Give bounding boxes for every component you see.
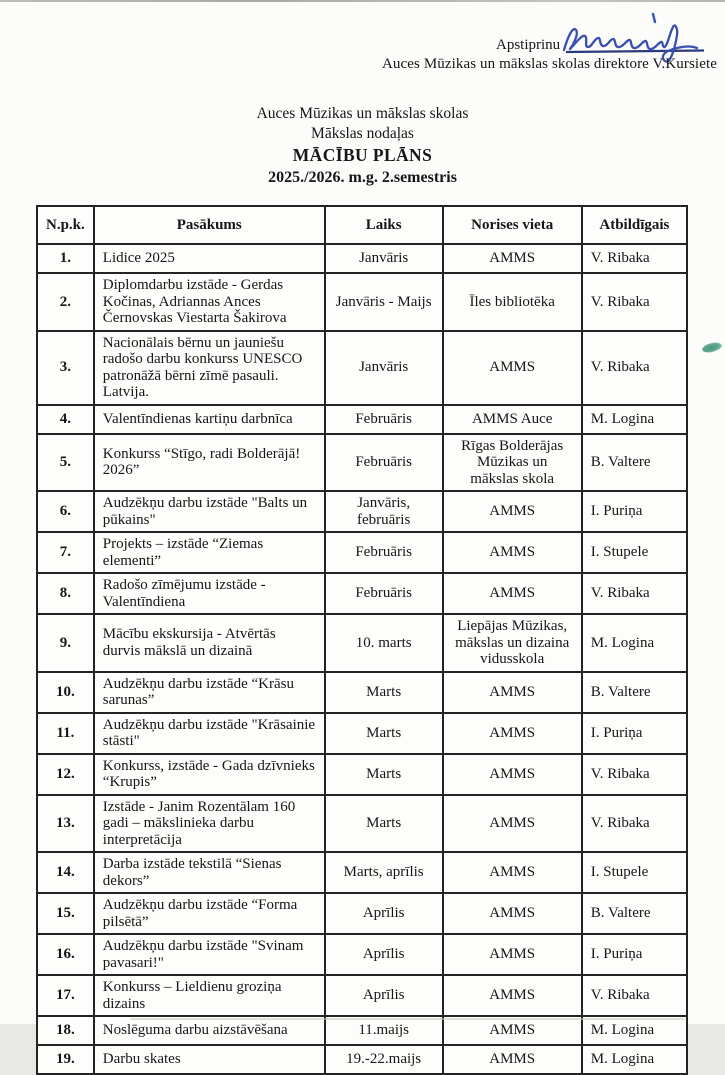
cell-pasakums: Audzēkņu darbu izstāde "Krāsainie stāsti": [94, 713, 325, 754]
cell-npk: 5.: [37, 434, 94, 492]
cell-laiks: Janvāris - Maijs: [325, 273, 443, 331]
cell-npk: 10.: [37, 672, 94, 713]
table-row: [37, 713, 687, 754]
table-row: [37, 434, 687, 492]
table-row: [37, 573, 687, 614]
cell-atbildigais: B. Valtere: [582, 434, 687, 492]
cell-pasakums: Audzēkņu darbu izstāde “Forma pilsētā”: [94, 893, 325, 934]
cell-vieta: AMMS: [443, 852, 582, 893]
table-row: [37, 672, 687, 713]
cell-npk: 3.: [37, 331, 94, 405]
cell-laiks: Februāris: [325, 434, 443, 492]
cell-npk: 18.: [37, 1016, 94, 1045]
cell-atbildigais: V. Ribaka: [582, 754, 687, 795]
cell-atbildigais: V. Ribaka: [582, 573, 687, 614]
cell-npk: 13.: [37, 795, 94, 853]
cell-laiks: Marts: [325, 754, 443, 795]
cell-atbildigais: B. Valtere: [582, 672, 687, 713]
cell-laiks: Aprīlis: [325, 975, 443, 1016]
table-row: [37, 491, 687, 532]
cell-laiks: Aprīlis: [325, 934, 443, 975]
plan-table: [36, 205, 688, 1075]
cell-atbildigais: I. Puriņa: [582, 491, 687, 532]
cell-vieta: Rīgas Bolderājas Mūzikas un mākslas skola: [443, 434, 582, 492]
title-heading: MĀCĪBU PLĀNS: [292, 145, 433, 165]
cell-laiks: Janvāris: [325, 331, 443, 405]
cell-laiks: Aprīlis: [325, 893, 443, 934]
cell-atbildigais: M. Logina: [582, 405, 687, 434]
cell-pasakums: Valentīndienas kartiņu darbnīca: [94, 405, 325, 434]
cell-laiks: Janvāris, februāris: [325, 491, 443, 532]
cell-npk: 2.: [37, 273, 94, 331]
table-row: [37, 331, 687, 405]
cell-atbildigais: I. Stupele: [582, 852, 687, 893]
table-row: [37, 893, 687, 934]
cell-vieta: AMMS Auce: [443, 405, 582, 434]
cell-laiks: 10. marts: [325, 614, 443, 672]
header-npk: N.p.k.: [37, 206, 94, 244]
title-term: 2025./2026. m.g. 2.semestris: [268, 169, 457, 186]
table-row: [37, 852, 687, 893]
cell-pasakums: Darba izstāde tekstilā “Sienas dekors”: [94, 852, 325, 893]
title-department: Mākslas nodaļas: [311, 125, 414, 142]
cell-laiks: Marts: [325, 713, 443, 754]
table-body: [37, 244, 687, 1074]
cell-pasakums: Mācību ekskursija - Atvērtās durvis mākslā un dizainā: [94, 614, 325, 672]
scan-edge-artifact: [0, 0, 725, 2]
cell-laiks: Februāris: [325, 573, 443, 614]
cell-laiks: Marts: [325, 672, 443, 713]
cell-vieta: AMMS: [443, 713, 582, 754]
cell-npk: 15.: [37, 893, 94, 934]
cell-vieta: AMMS: [443, 244, 582, 273]
table-row: [37, 614, 687, 672]
cell-laiks: 11.maijs: [325, 1016, 443, 1045]
title-block: [0, 104, 725, 188]
cell-vieta: AMMS: [443, 893, 582, 934]
header-atbildigais: Atbildīgais: [582, 206, 687, 244]
cell-vieta: AMMS: [443, 934, 582, 975]
cell-pasakums: Konkurss “Stīgo, radi Bolderājā! 2026”: [94, 434, 325, 492]
cell-pasakums: Audzēkņu darbu izstāde "Balts un pūkains": [94, 491, 325, 532]
cell-npk: 11.: [37, 713, 94, 754]
table-row: [37, 273, 687, 331]
cell-pasakums: Audzēkņu darbu izstāde "Svinam pavasari!": [94, 934, 325, 975]
cell-npk: 9.: [37, 614, 94, 672]
cell-vieta: Īles bibliotēka: [443, 273, 582, 331]
cell-vieta: AMMS: [443, 1016, 582, 1045]
cell-atbildigais: M. Logina: [582, 1016, 687, 1045]
cell-pasakums: Nacionālais bērnu un jauniešu radošo darbu konkurss UNESCO patronāžā bērni zīmē pasauli. Latvija.: [94, 331, 325, 405]
cell-pasakums: Darbu skates: [94, 1045, 325, 1074]
cell-npk: 7.: [37, 532, 94, 573]
table-row: [37, 532, 687, 573]
header-laiks: Laiks: [325, 206, 443, 244]
cell-vieta: AMMS: [443, 795, 582, 853]
cell-pasakums: Radošo zīmējumu izstāde - Valentīndiena: [94, 573, 325, 614]
cell-atbildigais: V. Ribaka: [582, 795, 687, 853]
table-row: [37, 244, 687, 273]
cell-pasakums: Konkurss – Lieldienu groziņa dizains: [94, 975, 325, 1016]
cell-npk: 1.: [37, 244, 94, 273]
cell-pasakums: Projekts – izstāde “Ziemas elementi”: [94, 532, 325, 573]
table-row: [37, 405, 687, 434]
cell-vieta: AMMS: [443, 491, 582, 532]
table-row: [37, 934, 687, 975]
table-row: [37, 975, 687, 1016]
cell-pasakums: Audzēkņu darbu izstāde “Krāsu sarunas”: [94, 672, 325, 713]
cell-atbildigais: V. Ribaka: [582, 331, 687, 405]
table-row: [37, 795, 687, 853]
cell-npk: 12.: [37, 754, 94, 795]
cell-pasakums: Lidice 2025: [94, 244, 325, 273]
cell-atbildigais: I. Puriņa: [582, 713, 687, 754]
green-stamp-mark: [701, 341, 723, 355]
cell-npk: 17.: [37, 975, 94, 1016]
cell-pasakums: Izstāde - Janim Rozentālam 160 gadi – mākslinieka darbu interpretācija: [94, 795, 325, 853]
cell-atbildigais: B. Valtere: [582, 893, 687, 934]
header-vieta: Norises vieta: [443, 206, 582, 244]
cell-pasakums: Konkurss, izstāde - Gada dzīvnieks “Krupis”: [94, 754, 325, 795]
scan-smudge-artifact: [130, 1018, 685, 1020]
table-row: [37, 1016, 687, 1045]
cell-vieta: AMMS: [443, 1045, 582, 1074]
cell-vieta: AMMS: [443, 975, 582, 1016]
cell-npk: 8.: [37, 573, 94, 614]
cell-vieta: AMMS: [443, 754, 582, 795]
approval-label: Apstiprinu: [496, 37, 561, 53]
signature-flourish: [653, 14, 655, 22]
cell-vieta: AMMS: [443, 331, 582, 405]
plan-table-head: [37, 206, 687, 244]
cell-laiks: Marts, aprīlis: [325, 852, 443, 893]
cell-atbildigais: M. Logina: [582, 614, 687, 672]
cell-laiks: Februāris: [325, 405, 443, 434]
cell-atbildigais: M. Logina: [582, 1045, 687, 1074]
cell-npk: 16.: [37, 934, 94, 975]
cell-laiks: Marts: [325, 795, 443, 853]
cell-npk: 6.: [37, 491, 94, 532]
cell-vieta: AMMS: [443, 532, 582, 573]
cell-laiks: Februāris: [325, 532, 443, 573]
cell-vieta: AMMS: [443, 672, 582, 713]
cell-npk: 14.: [37, 852, 94, 893]
table-row: [37, 1045, 687, 1074]
cell-atbildigais: I. Stupele: [582, 532, 687, 573]
signature-line: [566, 51, 704, 53]
cell-pasakums: Diplomdarbu izstāde - Gerdas Kočinas, Adriannas Ances Černovskas Viestarta Šakirova: [94, 273, 325, 331]
header-pasakums: Pasākums: [94, 206, 325, 244]
header-row: [37, 206, 687, 244]
cell-laiks: Janvāris: [325, 244, 443, 273]
title-school: Auces Mūzikas un mākslas skolas: [256, 105, 469, 122]
cell-atbildigais: V. Ribaka: [582, 975, 687, 1016]
cell-pasakums: Noslēguma darbu aizstāvēšana: [94, 1016, 325, 1045]
cell-atbildigais: V. Ribaka: [582, 273, 687, 331]
cell-vieta: AMMS: [443, 573, 582, 614]
cell-vieta: Liepājas Mūzikas, mākslas un dizaina vidusskola: [443, 614, 582, 672]
cell-npk: 4.: [37, 405, 94, 434]
approver-line: Auces Mūzikas un mākslas skolas direktore V.Kursiete: [381, 56, 717, 72]
cell-atbildigais: V. Ribaka: [582, 244, 687, 273]
cell-laiks: 19.-22.maijs: [325, 1045, 443, 1074]
cell-npk: 19.: [37, 1045, 94, 1074]
table-row: [37, 754, 687, 795]
cell-atbildigais: I. Puriņa: [582, 934, 687, 975]
